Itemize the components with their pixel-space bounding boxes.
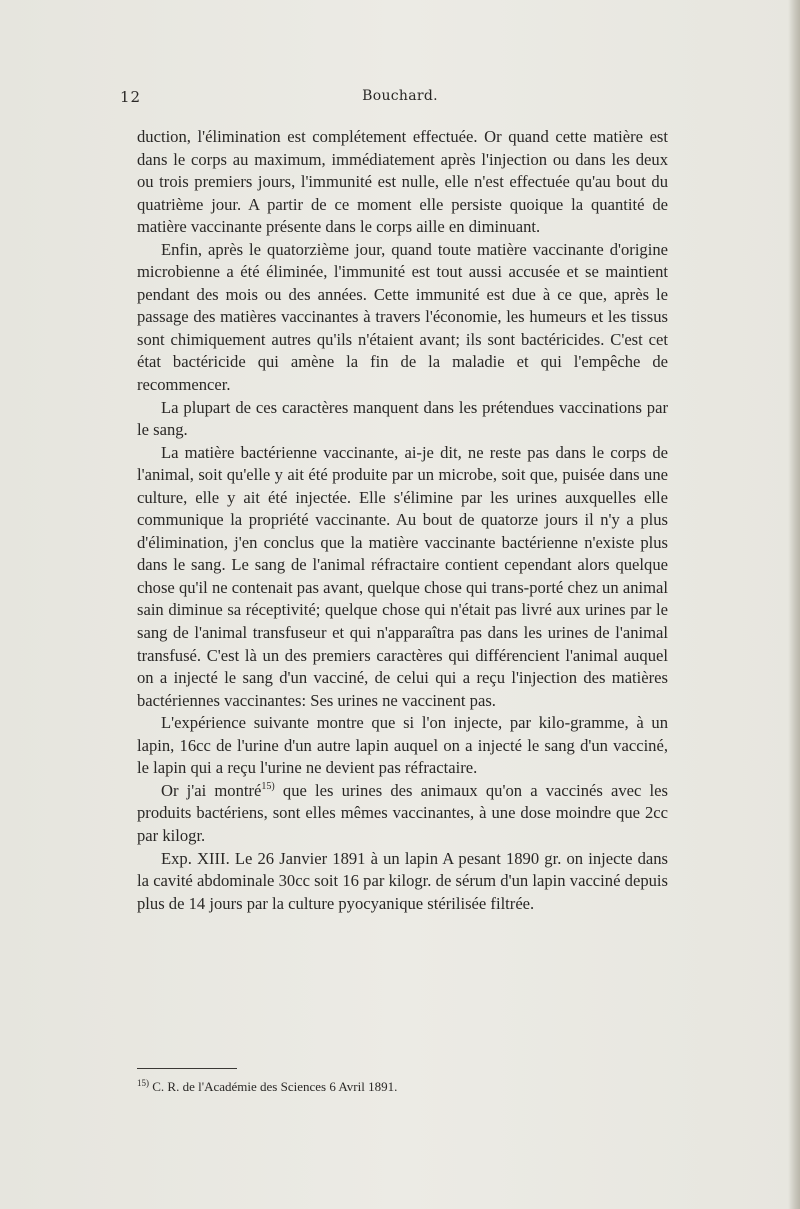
- paragraph-with-reference: [137, 780, 668, 848]
- paragraph: Enfin, après le quatorzième jour, quand toute matière vaccinante d'origine microbienne a été éliminée, l'immunité est tout aussi accusée et se maintient pendant des mois ou des années. Cette immunité est due à ce que, après le passage des matières vaccinantes à travers l'économie, les humeurs et les tissus sont chimiquement autres qu'ils n'étaient avant; ils sont bactéricides. C'est cet état bactéricide qui amène la fin de la maladie et qui l'empêche de recommencer.: [137, 239, 668, 395]
- footnote-reference: 15): [261, 780, 275, 792]
- footnote: [137, 1078, 668, 1096]
- paragraph: La matière bactérienne vaccinante, ai-je dit, ne reste pas dans le corps de l'animal, soit qu'elle y ait été produite par un microbe, soit que, puisée dans une culture, elle y ait été injectée. Elle s'élimine par les urines auxquelles elle communique la propriété vaccinante. Au bout de quatorze jours il n'y a plus d'élimination, j'en conclus que la matière vaccinante bactérienne n'existe plus dans le sang. Le sang de l'animal réfractaire contient cependant alors quelque chose qu'il ne contenait pas avant, quelque chose qui trans-porté chez un animal sain diminue sa réceptivité; quelque chose qui n'était pas livré aux urines par le sang de l'animal transfuseur et qui n'apparaîtra pas dans les urines de l'animal transfusé. C'est là un des premiers caractères qui différencient l'animal auquel on a injecté le sang d'un vacciné, de celui qui a reçu l'injection des matières bactériennes vaccinantes: Ses urines ne vaccinent pas.: [137, 442, 668, 710]
- footnote-text: C. R. de l'Académie des Sciences 6 Avril 1891.: [149, 1079, 398, 1094]
- paragraph-text: que les urines des animaux qu'on a vaccinés avec les produits bactériens, sont elles mêmes vaccinantes, à une dose moindre que 2cc par kilogr.: [137, 780, 668, 845]
- page-number: 12: [120, 88, 142, 106]
- paragraph: Exp. XIII. Le 26 Janvier 1891 à un lapin A pesant 1890 gr. on injecte dans la cavité abdominale 30cc soit 16 par kilogr. de sérum d'un lapin vacciné depuis plus de 14 jours par la culture pyocyanique stérilisée filtrée.: [137, 848, 668, 913]
- paragraph: duction, l'élimination est complétement effectuée. Or quand cette matière est dans le corps au maximum, immédiatement après l'injection ou dans les deux ou trois premiers jours, l'immunité est nulle, elle n'est effectuée qu'au bout du quatrième jour. A partir de ce moment elle persiste quoique la quantité de matière vaccinante présente dans le corps aille en diminuant.: [137, 127, 668, 237]
- paragraph: La plupart de ces caractères manquent dans les prétendues vaccinations par le sang.: [137, 397, 668, 440]
- paragraph: L'expérience suivante montre que si l'on injecte, par kilo-gramme, à un lapin, 16cc de l'urine d'un autre lapin auquel on a injecté le sang d'un vacciné, le lapin qui a reçu l'urine ne devient pas réfractaire.: [137, 713, 668, 778]
- footnote-marker: 15): [137, 1078, 149, 1088]
- footnote-divider: [137, 1068, 237, 1069]
- paragraph-text: Or j'ai montré: [161, 780, 262, 800]
- page-edge-shadow: [788, 0, 800, 1209]
- running-title: Bouchard.: [362, 88, 438, 104]
- body-text: [137, 126, 668, 915]
